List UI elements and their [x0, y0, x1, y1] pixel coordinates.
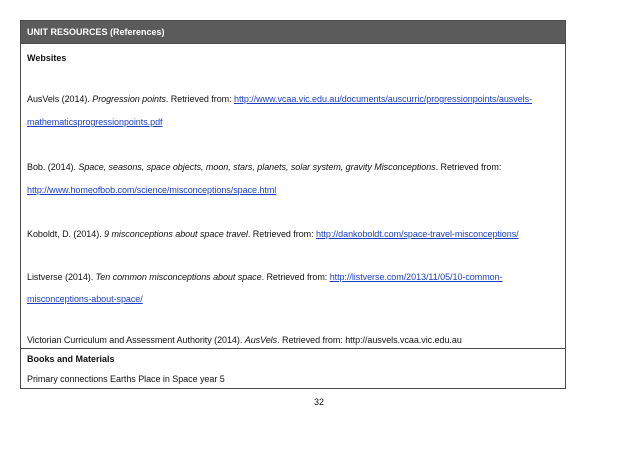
websites-heading: Websites	[27, 53, 67, 63]
reference-link[interactable]: misconceptions-about-space/	[27, 294, 143, 304]
reference-link[interactable]: http://dankoboldt.com/space-travel-misconceptions/	[316, 229, 519, 239]
reference-link-continuation	[27, 117, 162, 127]
websites-section	[21, 44, 565, 349]
book-item: Primary connections Earths Place in Space year 5	[27, 374, 225, 384]
reference-link[interactable]: http://www.homeofbob.com/science/misconceptions/space.html	[27, 185, 277, 195]
reference-link[interactable]: http://listverse.com/2013/11/05/10-common-	[329, 272, 503, 282]
table-header: UNIT RESOURCES (References)	[21, 21, 565, 44]
reference-title: AusVels	[244, 335, 278, 345]
reference-link-continuation	[27, 294, 143, 304]
reference-bob-misconceptions: Bob. (2014). Space, seasons, space objects, moon, stars, planets, solar system, gravity Misconceptions. Retrieved from:	[27, 162, 502, 172]
reference-ausvels-progression: AusVels (2014). Progression points. Retrieved from: http://www.vcaa.vic.edu.au/documents/auscurric/progressionpoints/ausvels-	[27, 94, 533, 104]
reference-title: Ten common misconceptions about space	[95, 272, 262, 282]
reference-link-continuation	[27, 185, 276, 195]
reference-koboldt: Koboldt, D. (2014). 9 misconceptions about space travel. Retrieved from: http://dankoboldt.com/space-travel-misconceptions/	[27, 229, 519, 239]
reference-title: Space, seasons, space objects, moon, stars, planets, solar system, gravity Misconceptions	[78, 162, 436, 172]
reference-vcaa-ausvels: Victorian Curriculum and Assessment Authority (2014). AusVels. Retrieved from: http://ausvels.vcaa.vic.edu.au	[27, 335, 462, 345]
reference-listverse: Listverse (2014). Ten common misconceptions about space. Retrieved from: http://listverse.com/2013/11/05/10-common-	[27, 272, 503, 282]
books-section	[21, 349, 565, 388]
reference-link[interactable]: http://www.vcaa.vic.edu.au/documents/auscurric/progressionpoints/ausvels-	[234, 94, 533, 104]
reference-title: Progression points	[92, 94, 166, 104]
unit-resources-table	[20, 20, 566, 389]
reference-title: 9 misconceptions about space travel	[104, 229, 248, 239]
reference-link[interactable]: mathematicsprogressionpoints.pdf	[27, 117, 163, 127]
books-heading: Books and Materials	[27, 354, 115, 364]
page-number: 32	[313, 397, 324, 407]
